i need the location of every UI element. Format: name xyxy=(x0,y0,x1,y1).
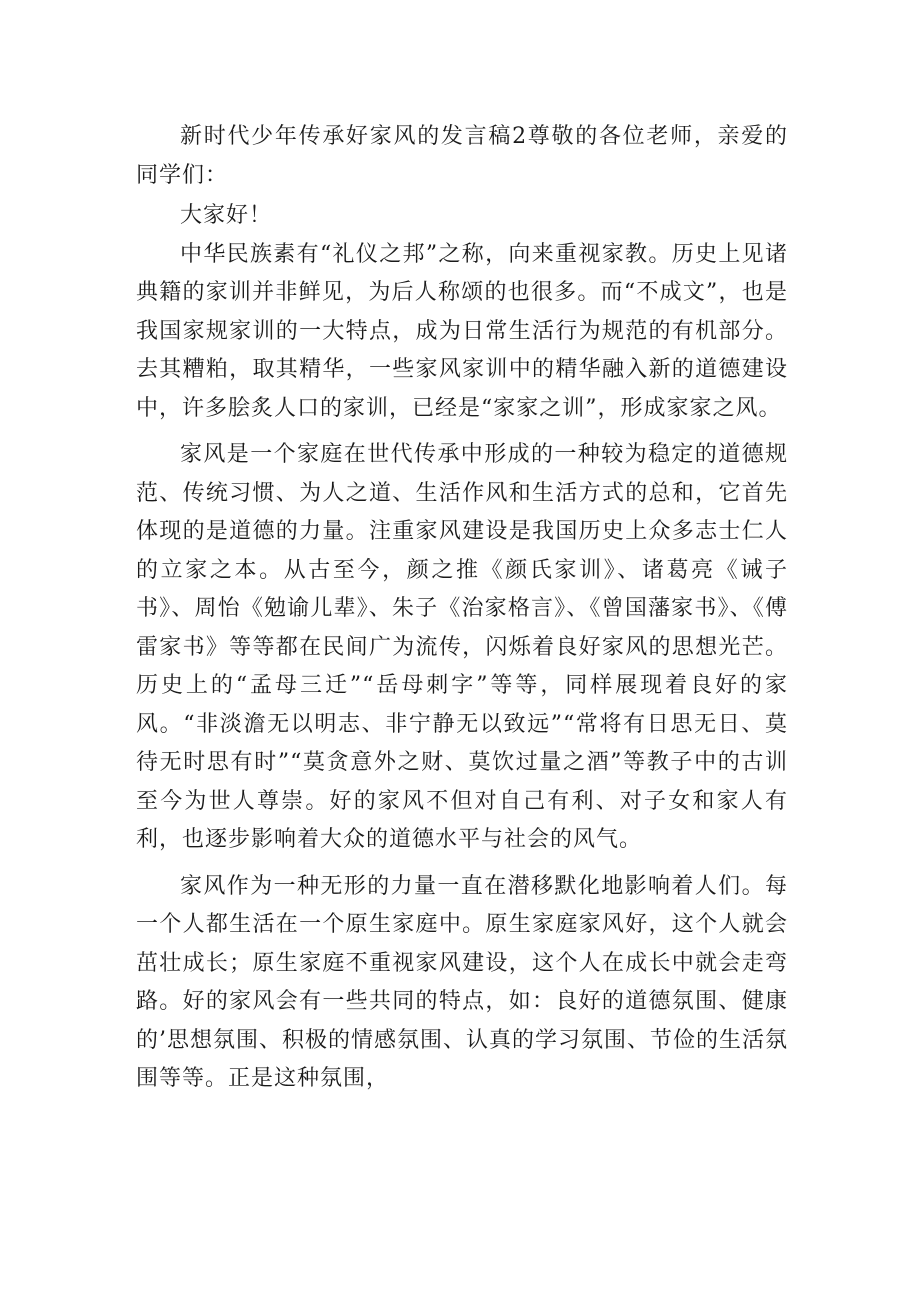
paragraph-family-style-definition: 家风是一个家庭在世代传承中形成的一种较为稳定的道德规范、传统习惯、为人之道、生活作风和生活方式的总和，它首先体现的是道德的力量。注重家风建设是我国历史上众多志士仁人的立家之本。从古至今，颜之推《颜氏家训》、诸葛亮《诫子书》、周怡《勉谕儿辈》、朱子《治家格言》、《曾国藩家书》、《傅雷家书》等等都在民间广为流传，闪烁着良好家风的思想光芒。历史上的“孟母三迁”“岳母刺字”等等，同样展现着良好的家风。“非淡澹无以明志、非宁静无以致远”“常将有日思无日、莫待无时思有时”“莫贪意外之财、莫饮过量之酒”等教子中的古训至今为世人尊崇。好的家风不但对自己有利、对子女和家人有利，也逐步影响着大众的道德水平与社会的风气。 xyxy=(136,442,788,852)
paragraph-family-tradition-history: 中华民族素有“礼仪之邦”之称，向来重视家教。历史上见诸典籍的家训并非鲜见，为后人称颂的也很多。而“不成文”，也是我国家规家训的一大特点，成为日常生活行为规范的有机部分。去其糟粕，取其精华，一些家风家训中的精华融入新的道德建设中，许多脍炙人口的家训，已经是“家家之训”，形成家家之风。 xyxy=(136,241,788,421)
document-body xyxy=(136,118,788,1099)
greeting-line: 大家好！ xyxy=(180,203,273,228)
paragraph-family-style-influence: 家风作为一种无形的力量一直在潜移默化地影响着人们。每一个人都生活在一个原生家庭中。原生家庭家风好，这个人就会茁壮成长；原生家庭不重视家风建设，这个人在成长中就会走弯路。好的家风会有一些共同的特点，如：良好的道德氛围、健康的’思想氛围、积极的情感氛围、认真的学习氛围、节俭的生活氛围等等。正是这种氛围， xyxy=(136,873,788,1091)
speech-title-line: 新时代少年传承好家风的发言稿2尊敬的各位老师，亲爱的同学们： xyxy=(136,124,788,188)
